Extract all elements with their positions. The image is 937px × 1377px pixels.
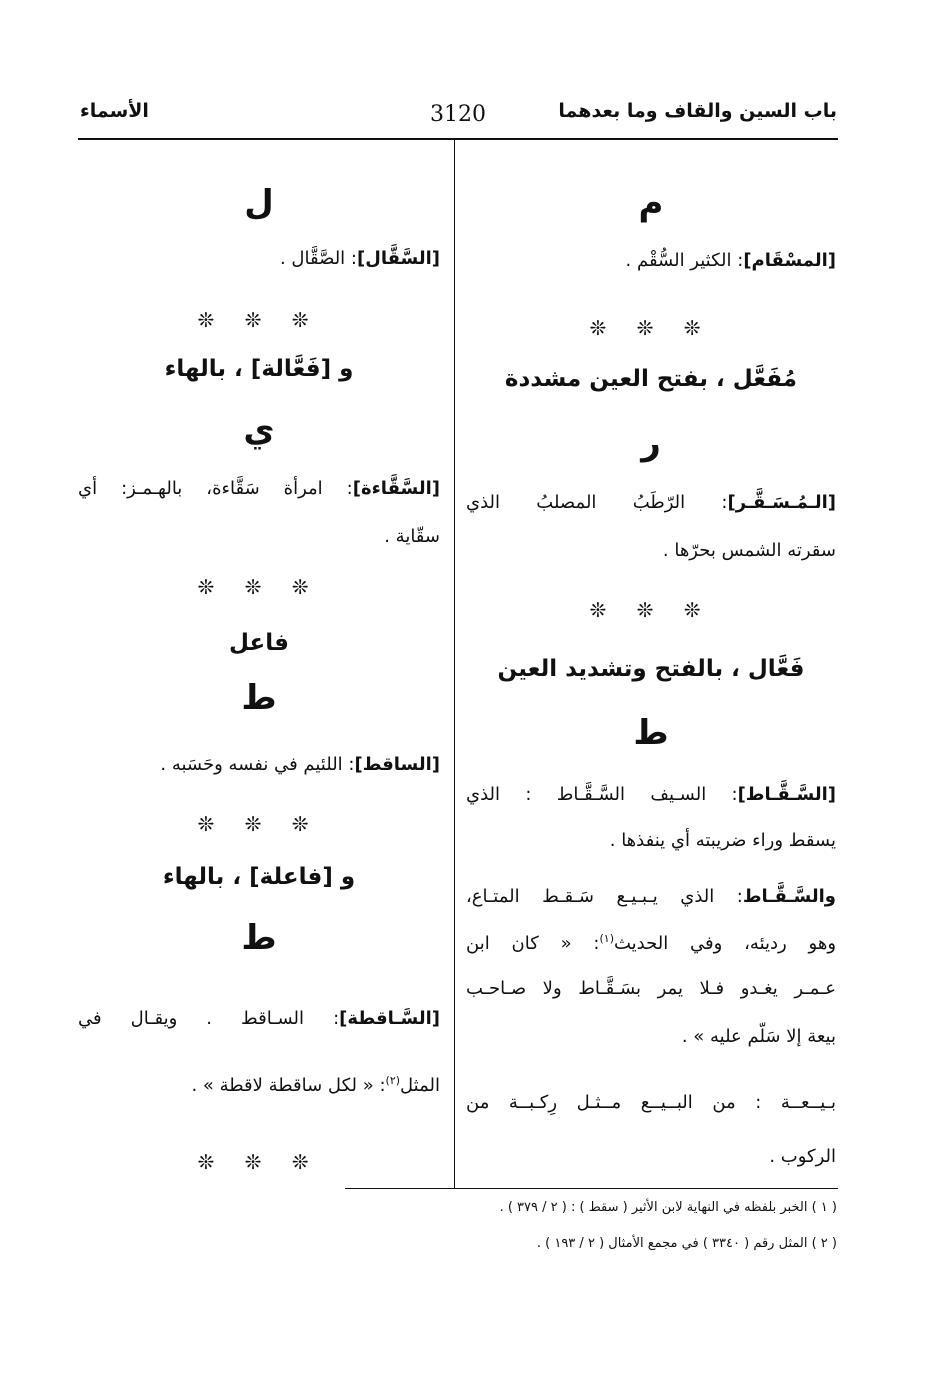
text: : « كان ابن [466,933,600,954]
letter-heading: ي [243,410,275,450]
separator-stars: ❊ ❊ ❊ [197,308,321,332]
pattern-heading: فاعل [229,630,289,656]
text: و [ [320,356,354,382]
definition: : الصَّقَّال . [279,248,357,269]
definition: : السـيف السَّـقَّـاط : الذي [466,784,738,805]
column-divider [454,138,455,1188]
separator-stars: ❊ ❊ ❊ [589,598,713,622]
headword: [السَّقَّاءة] [352,478,440,499]
letter-heading: ر [641,423,661,463]
text: وهو رديئه، وفي الحديث [613,933,837,954]
entry-continuation [466,932,836,954]
entry-continuation: يسقط وراء ضريبته أي ينفذها . [609,830,836,851]
text: ] ، بالهاء [164,356,262,382]
definition: : السـاقط . ويقـال في [78,1008,340,1029]
note-continuation: الركوب . [769,1146,836,1167]
entry [466,492,836,513]
separator-stars: ❊ ❊ ❊ [197,1150,321,1174]
footnote-rule [345,1188,838,1189]
footnote-ref: (١) [599,932,614,945]
headword: [الـمُـسَـقَّـر] [727,492,836,513]
headword: [الساقط] [354,754,440,775]
headword: [المسْقَام] [743,250,836,271]
text: و [ [322,864,356,890]
note: بـيــعــة : من البــيــع مــثـل رِكـبــة من [466,1092,836,1113]
headword: [السَّـاقطة] [339,1008,440,1029]
footnote: ( ٢ ) المثل رقم ( ٣٣٤٠ ) في مجمع الأمثال ( ٢ / ١٩٣ ) . [536,1236,837,1251]
pattern-heading [78,356,440,382]
pattern-heading: فَعَّال ، بالفتح وتشديد العين [497,656,805,682]
footnote-ref: (٢) [385,1074,401,1087]
definition: : الرّطَبُ المصلبُ الذي [466,492,728,513]
entry [78,754,440,775]
letter-heading: ل [244,183,274,223]
headword: والسَّـقَّـاط [742,886,836,907]
text: : « لكل ساقطة لاقطة » . [191,1075,386,1096]
text: ] ، بالهاء [162,864,260,890]
headword: [السَّقَّال] [356,248,440,269]
definition: : امرأة سَقَّاءة، بالهـمـز: أي [78,478,353,499]
running-head-chapter: باب السين والقاف وما بعدهما [558,100,837,122]
entry-continuation: سقرته الشمس بحرّها . [662,540,836,561]
letter-heading: ط [241,918,277,958]
entry-continuation [78,1074,440,1096]
letter-heading: ط [241,678,277,718]
letter-heading: م [638,183,664,223]
definition: : الذي يـبـيـع سَـقـط المتـاع، [466,886,743,907]
separator-stars: ❊ ❊ ❊ [589,316,713,340]
definition: : اللئيم في نفسه وحَسَبه . [160,754,355,775]
entry [78,478,440,499]
header-rule [78,138,838,140]
letter-heading: ط [633,713,669,753]
pattern-heading: مُفَعَّل ، بفتح العين مشددة [504,366,798,392]
entry [466,886,836,907]
entry-continuation: بيعة إلا سَلّم عليه » . [681,1026,836,1047]
headword: [السَّـقَّـاط] [737,784,836,805]
text: المثل [400,1075,440,1096]
entry [466,784,836,805]
definition: : الكثير السُّقْم . [625,250,744,271]
pattern: فاعلة [259,864,323,890]
page-number: 3120 [430,102,486,127]
entry-continuation: عـمـر يغـدو فـلا يمر بسَـقَّـاط ولا صـاحـب [466,978,836,999]
entry [78,1008,440,1029]
entry-continuation: سقّاية . [384,526,440,547]
separator-stars: ❊ ❊ ❊ [197,575,321,599]
pattern-heading [78,864,440,890]
entry [78,248,440,269]
running-head-section: الأسماء [80,100,149,122]
entry [466,250,836,271]
footnote: ( ١ ) الخبر بلفظه في النهاية لابن الأثير ( سقط ) : ( ٢ / ٣٧٩ ) . [499,1200,837,1215]
pattern: فَعَّالة [261,356,321,382]
separator-stars: ❊ ❊ ❊ [197,812,321,836]
